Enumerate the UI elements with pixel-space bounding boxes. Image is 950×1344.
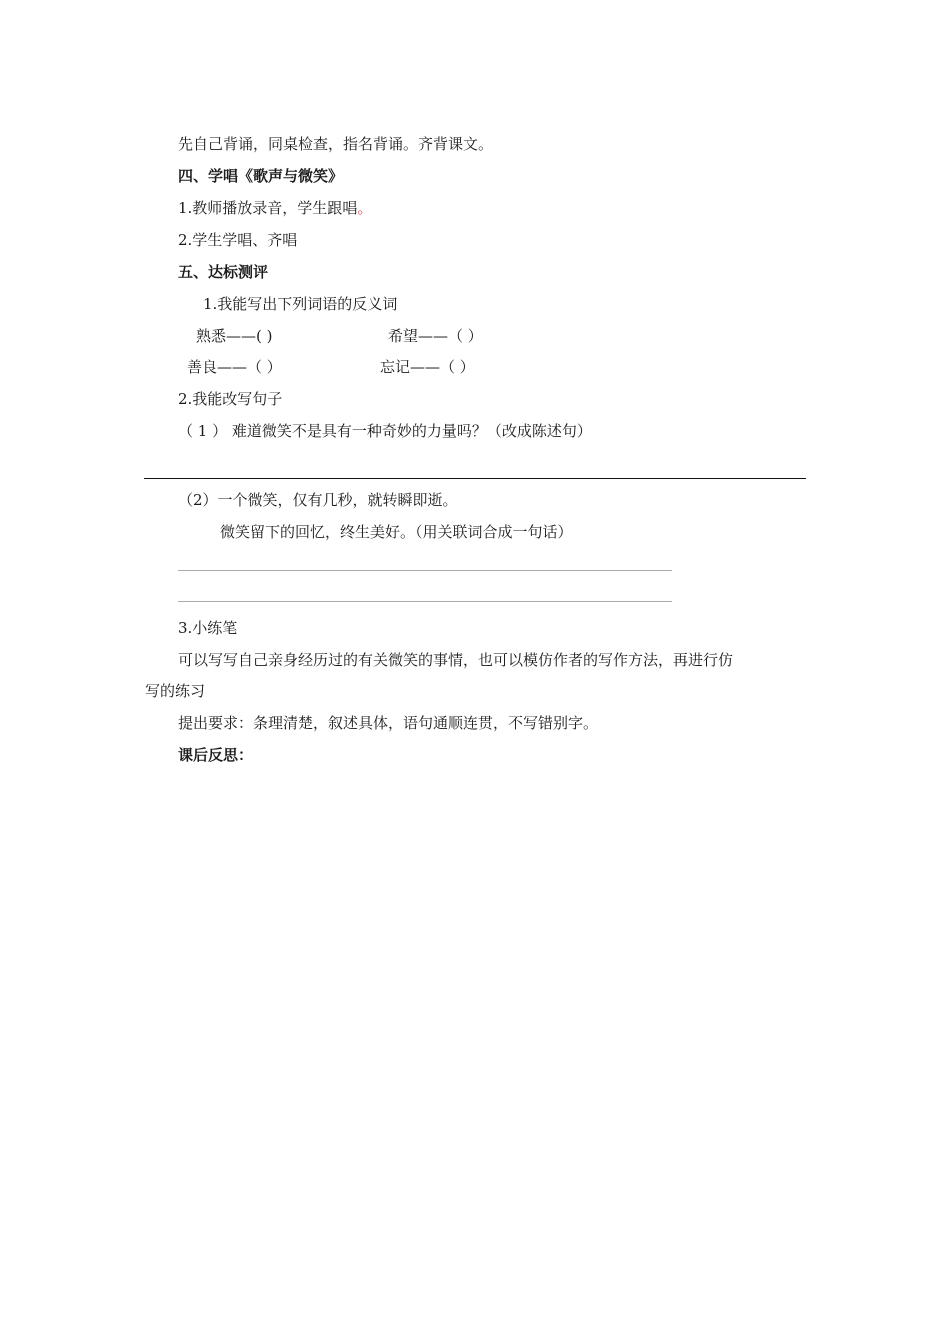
rewrite-item-2-line-1: （2）一个微笑，仅有几秒，就转瞬即逝。 <box>178 491 458 509</box>
punctuation-mark: 。 <box>357 199 373 217</box>
question-3-title: 3.小练笔 <box>178 619 238 637</box>
writing-requirement: 提出要求：条理清楚，叙述具体，语句通顺连贯，不写错别字。 <box>178 714 599 732</box>
answer-line <box>178 601 672 602</box>
antonym-item-3: 善良——（ ） <box>187 358 282 376</box>
rewrite-item-1: （ 1 ） 难道微笑不是具有一种奇妙的力量吗？（改成陈述句） <box>178 422 592 440</box>
answer-line <box>144 478 806 479</box>
writing-description-line-1: 可以写写自己亲身经历过的有关微笑的事情，也可以模仿作者的写作方法，再进行仿 <box>178 651 734 669</box>
rewrite-item-2-line-2: 微笑留下的回忆，终生美好。（用关联词合成一句话） <box>220 523 573 541</box>
answer-line <box>178 570 672 571</box>
section-4-step-2: 2.学生学唱、齐唱 <box>178 231 298 249</box>
antonym-item-2: 希望——（ ） <box>388 327 483 345</box>
section-5-heading: 五、达标测评 <box>178 263 269 281</box>
writing-description-line-2: 写的练习 <box>145 682 206 700</box>
reflection-heading: 课后反思： <box>178 746 254 764</box>
section-4-heading: 四、学唱《歌声与微笑》 <box>178 167 344 185</box>
recite-instruction: 先自己背诵，同桌检查，指名背诵。齐背课文。 <box>178 135 494 153</box>
antonym-item-4: 忘记——（ ） <box>380 358 475 376</box>
section-4-step-1: 1.教师播放录音，学生跟唱。 <box>178 199 373 217</box>
question-1-title: 1.我能写出下列词语的反义词 <box>203 295 398 313</box>
question-2-title: 2.我能改写句子 <box>178 390 283 408</box>
antonym-item-1: 熟悉——( ) <box>196 327 273 345</box>
